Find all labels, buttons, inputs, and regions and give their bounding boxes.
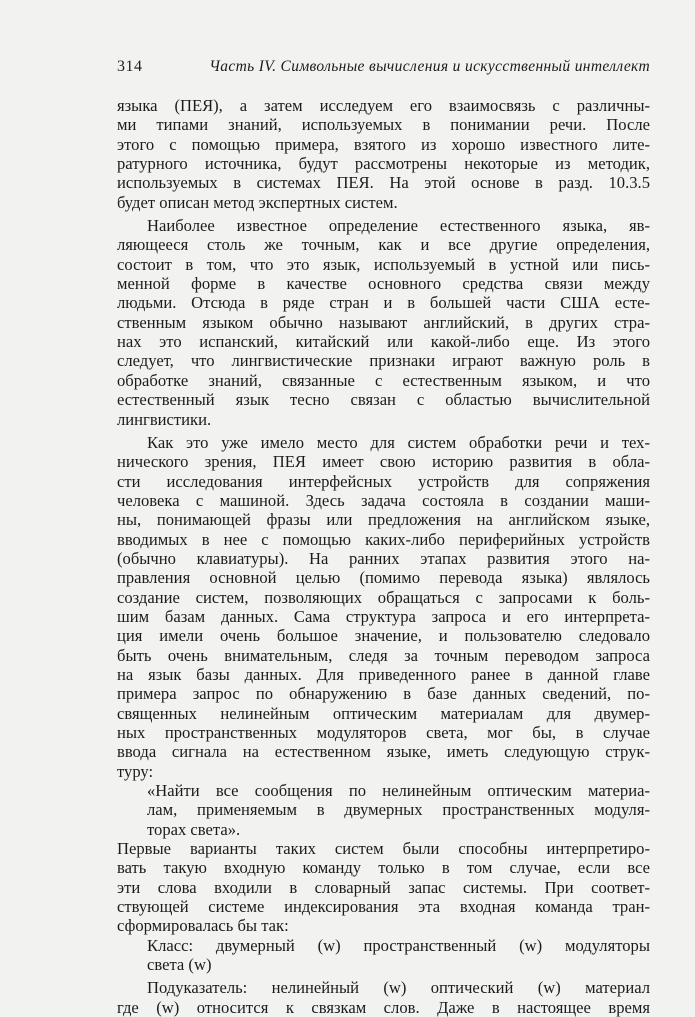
text-line: используемых в системах ПЕЯ. На этой основе в разд. 10.3.5 [117,173,650,193]
text-line: нах это испанский, китайский или какой-либо еще. Из этого [117,332,650,352]
text-line: ция имели очень большое значение, и пользователю следовало [117,626,650,646]
text-line: ляющееся столь же точным, как и все другие определения, [117,235,650,255]
index-line: Подуказатель: нелинейный (w) оптический (w) материал [147,978,650,998]
text-line: правления основной целью (помимо перевода языка) являлось [117,568,650,588]
text-line: будет описан метод экспертных систем. [117,192,398,212]
text-line: обработке знаний, связанные с естественным языком, и что [117,370,650,390]
text-line: этого с помощью примера, взятого из хорошо известного лите- [117,134,650,154]
text-line: естественный язык тесно связан с областью вычислительной [117,390,650,410]
text-line: на язык базы данных. Для приведенного ранее в данной главе [117,664,650,684]
text-line: туру: [117,761,154,781]
text-line: примера запрос по обнаружению в базе данных сведений, по- [117,684,650,704]
text-line: ственным языком обычно называют английский, в других стра- [117,312,650,332]
text-line: менной форме в качестве основного средства связи между [117,274,650,294]
quote-line: торах света». [147,819,241,839]
text-line: сти исследования интерфейсных устройств для сопряжения [117,471,650,491]
running-head: Часть IV. Символьные вычисления и искусственный интеллект [209,58,650,75]
text-line: ных пространственных модуляторов света, мог бы, в случае [117,723,650,742]
text-line: сформировалась бы так: [117,916,289,936]
text-line: создание систем, позволяющих обращаться с запросами к боль- [117,587,650,607]
text-line: священных нелинейным оптическим материалам для двумер- [117,703,650,723]
text-line: лингвистики. [117,409,212,429]
index-line: света (w) [147,955,212,975]
quote-line: «Найти все сообщения по нелинейным оптическим материа- [147,781,650,801]
text-line: языка (ПЕЯ), а затем исследуем его взаимосвязь с различны- [117,96,650,115]
text-line: Как это уже имело место для систем обработки речи и тех- [147,432,650,452]
index-line: Класс: двумерный (w) пространственный (w) модуляторы [147,935,650,955]
text-line: ратурного источника, будут рассмотрены некоторые из методик, [117,154,650,174]
text-line: следует, что лингвистические признаки играют важную роль в [117,351,650,371]
text-line: ввода сигнала на естественном языке, иметь следующую струк- [117,742,650,762]
text-line: вать такую входную команду только в том случае, если все [117,858,650,878]
body-text [117,96,650,1017]
page-header [117,58,650,82]
text-line: Наиболее известное определение естественного языка, яв- [147,216,650,236]
page-number: 314 [117,58,143,75]
text-line: где (w) относится к связкам слов. Даже в настоящее время [117,997,650,1017]
text-line: ми типами знаний, используемых в понимании речи. После [117,115,650,135]
text-line: вводимых в нее с помощью каких-либо периферийных устройств [117,529,650,549]
text-line: людьми. Отсюда в ряде стран и в большей части США есте- [117,293,650,313]
text-line: нического зрения, ПЕЯ имеет свою историю развития в обла- [117,452,650,472]
quote-line: лам, применяемым в двумерных пространственных модуля- [147,800,650,820]
text-line: ны, понимающей фразы или предложения на английском языке, [117,510,650,530]
text-line: состоит в том, что это язык, используемый в устной или пись- [117,254,650,274]
text-line: человека с машиной. Здесь задача состояла в создании маши- [117,490,650,510]
text-line: (обычно клавиатуры). На ранних этапах развития этого на- [117,548,650,568]
text-line: ствующей системе индексирования эта входная команда тран- [117,897,650,917]
text-line: быть очень внимательным, следя за точным переводом запроса [117,645,650,665]
text-line: Первые варианты таких систем были способны интерпретиро- [117,839,650,859]
text-line: эти слова входили в словарный запас системы. При соответ- [117,877,650,897]
text-line: шим базам данных. Сама структура запроса и его интерпрета- [117,606,650,626]
